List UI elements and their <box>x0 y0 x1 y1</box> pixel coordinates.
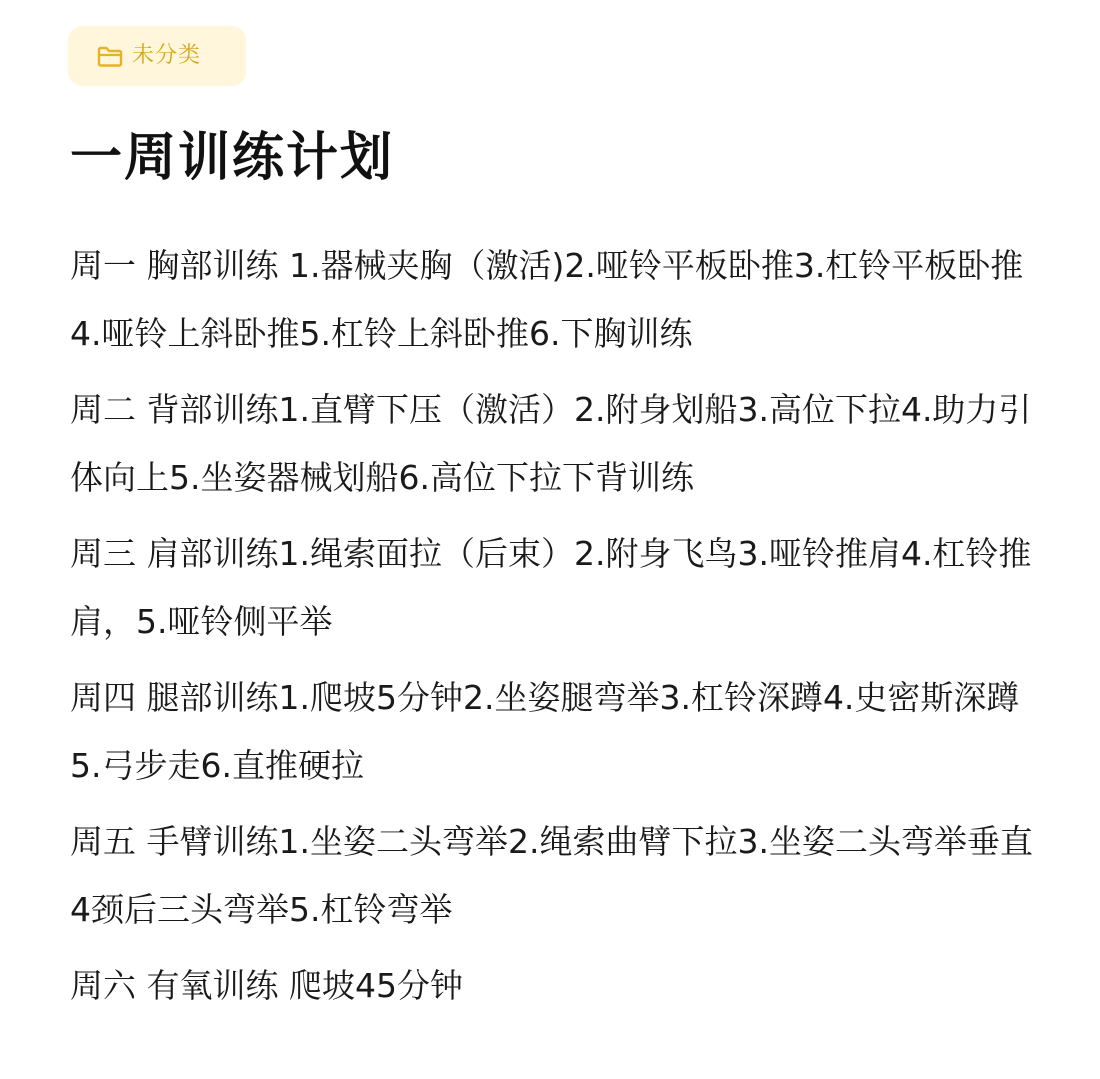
plan-entry-saturday: 周六 有氧训练 爬坡45分钟 <box>70 966 463 1005</box>
category-tag[interactable] <box>68 26 246 86</box>
plan-entry-wednesday: 周三 肩部训练1.绳索面拉（后束）2.附身飞鸟3.哑铃推肩4.杠铃推肩，5.哑铃侧平举 <box>70 534 1032 641</box>
folder-icon <box>96 44 124 68</box>
plan-list <box>70 232 1035 1020</box>
page-title: 一周训练计划 <box>70 128 395 188</box>
category-label: 未分类 <box>132 43 202 68</box>
plan-entry-thursday: 周四 腿部训练1.爬坡5分钟2.坐姿腿弯举3.杠铃深蹲4.史密斯深蹲5.弓步走6.直推硬拉 <box>70 678 1020 785</box>
plan-entry-monday: 周一 胸部训练 1.器械夹胸（激活)2.哑铃平板卧推3.杠铃平板卧推4.哑铃上斜卧推5.杠铃上斜卧推6.下胸训练 <box>70 246 1024 353</box>
plan-entry-friday: 周五 手臂训练1.坐姿二头弯举2.绳索曲臂下拉3.坐姿二头弯举垂直4颈后三头弯举5.杠铃弯举 <box>70 822 1033 929</box>
plan-entry-tuesday: 周二 背部训练1.直臂下压（激活）2.附身划船3.高位下拉4.助力引体向上5.坐姿器械划船6.高位下拉下背训练 <box>70 390 1032 497</box>
